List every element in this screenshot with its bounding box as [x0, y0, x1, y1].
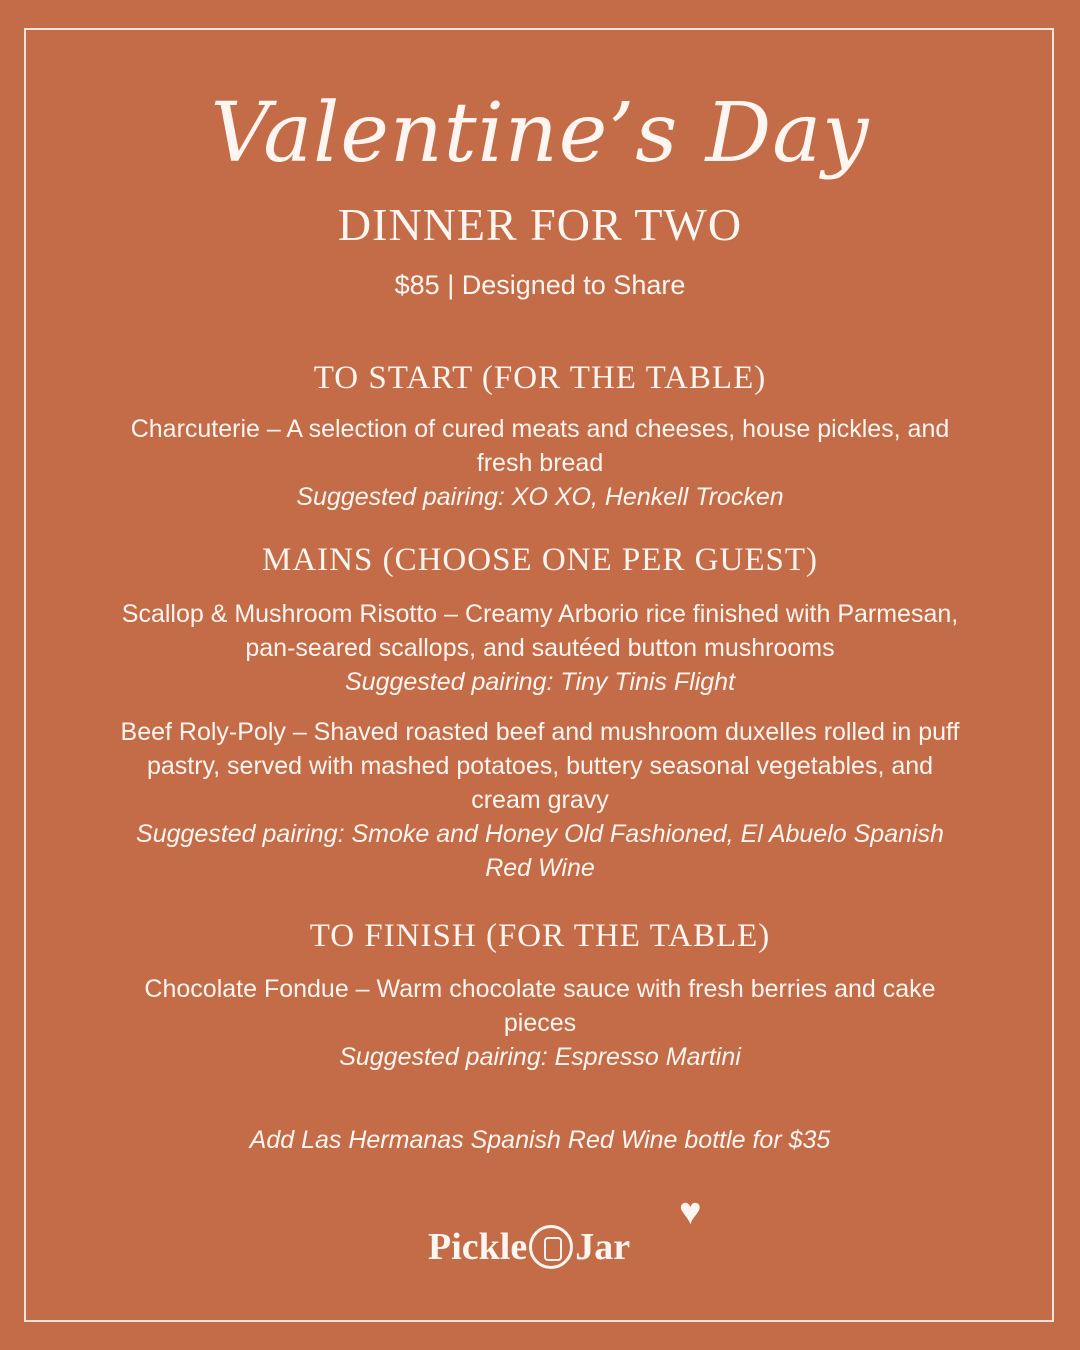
item-pairing: Suggested pairing: XO XO, Henkell Trocken: [296, 483, 784, 511]
item-pairing: Suggested pairing: Tiny Tinis Flight: [344, 668, 736, 696]
jar-icon: [529, 1225, 573, 1269]
page-title: Valentine’s Day: [210, 86, 870, 181]
logo-text-left: Pickle: [428, 1226, 528, 1268]
addon-note: Add Las Hermanas Spanish Red Wine bottle for $35: [249, 1126, 831, 1154]
menu-item-chocolate-fondue: [110, 972, 970, 1074]
item-description: Scallop & Mushroom Risotto – Creamy Arborio rice finished with Parmesan, pan-seared scallops, and sautéed button mushrooms: [121, 600, 959, 662]
item-pairing: Suggested pairing: Smoke and Honey Old Fashioned, El Abuelo Spanish Red Wine: [136, 820, 944, 882]
menu-item-risotto: [110, 597, 970, 699]
price-line: $85 | Designed to Share: [394, 270, 686, 300]
section-heading-mains: MAINS (CHOOSE ONE PER GUEST): [261, 542, 819, 578]
menu-item-charcuterie: [110, 412, 970, 514]
item-description: Beef Roly-Poly – Shaved roasted beef and mushroom duxelles rolled in puff pastry, served with mashed potatoes, buttery seasonal vegetables, and cream gravy: [120, 718, 960, 814]
logo-text-right: Jar: [575, 1226, 631, 1268]
section-heading-finish: TO FINISH (FOR THE TABLE): [309, 918, 771, 954]
pickle-jar-logo: [428, 1222, 630, 1272]
item-description: Charcuterie – A selection of cured meats and cheeses, house pickles, and fresh bread: [130, 415, 950, 477]
page-subtitle: DINNER FOR TWO: [337, 199, 743, 250]
item-pairing: Suggested pairing: Espresso Martini: [339, 1043, 741, 1071]
section-heading-start: TO START (FOR THE TABLE): [313, 360, 767, 396]
menu-item-beef-roly-poly: [110, 715, 970, 885]
heart-icon: ♥: [679, 1191, 702, 1233]
item-description: Chocolate Fondue – Warm chocolate sauce with fresh berries and cake pieces: [144, 975, 936, 1037]
